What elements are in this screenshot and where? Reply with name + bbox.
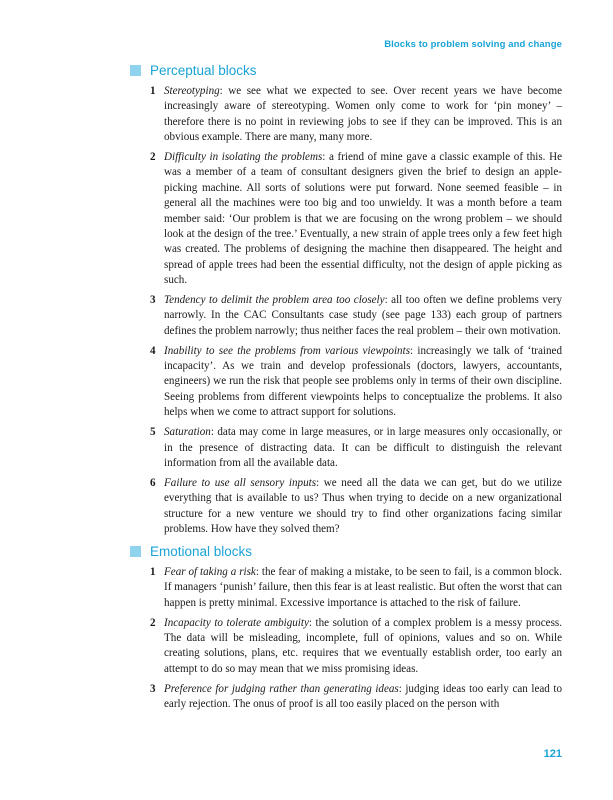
item-number: 2	[150, 616, 156, 629]
section-heading	[130, 543, 562, 561]
item-term: Incapacity to tolerate ambiguity	[164, 616, 309, 629]
item-text: : judging ideas too early can lead to early rejection. The onus of proof is all too easily placed on the person with	[164, 682, 562, 711]
item-term: Failure to use all sensory inputs	[164, 476, 317, 489]
item-number: 3	[150, 682, 156, 695]
list-item	[130, 293, 562, 339]
item-term: Difficulty in isolating the problems	[164, 151, 323, 164]
list-item	[130, 616, 562, 678]
item-term: Preference for judging rather than generating ideas	[164, 682, 399, 695]
page-number: 121	[543, 748, 562, 760]
running-head: Blocks to problem solving and change	[384, 39, 562, 50]
section-title: Emotional blocks	[150, 544, 253, 559]
item-text: : the fear of making a mistake, to be seen to fail, is a common block. If managers ‘punish’ failure, then this fear is at least realistic. But often the worst that can happen is pretty minimal. Excessive importance is attached to the risk of failure.	[164, 566, 562, 609]
square-bullet-icon	[130, 65, 141, 76]
numbered-list	[130, 84, 562, 537]
section-title: Perceptual blocks	[150, 63, 257, 78]
item-text: : we see what we expected to see. Over recent years we have become increasingly aware of stereotyping. Women only come to work for ‘pin money’ – therefore there is no point in reviewing jobs to see if they can be improved. This is an obvious example. There are many, many more.	[164, 85, 562, 144]
item-number: 1	[150, 85, 156, 97]
item-number: 6	[150, 476, 156, 489]
item-number: 1	[150, 566, 156, 578]
list-item	[130, 682, 562, 713]
item-term: Saturation	[164, 426, 211, 439]
item-text: : we need all the data we can get, but do we utilize everything that is available to us? Thus when trying to decide on a new organizational structure for a new venture we should try to find other organizations facing similar problems. How have they solved them?	[164, 476, 562, 535]
list-item	[130, 84, 562, 146]
list-item	[130, 425, 562, 471]
section-emotional-blocks	[130, 543, 562, 717]
square-bullet-icon	[130, 546, 141, 557]
list-item	[130, 476, 562, 538]
item-number: 5	[150, 426, 156, 439]
item-term: Inability to see the problems from various viewpoints	[164, 344, 411, 357]
item-text: : increasingly we talk of ‘trained incapacity’. As we train and develop professionals (doctors, lawyers, accountants, engineers) we run the risk that people see problems only in terms of their own discipline. Seeing problems from different viewpoints helps to conceptualize the problems. It also helps when we come to attract support for solutions.	[164, 344, 562, 419]
item-term: Tendency to delimit the problem area too closely	[164, 294, 385, 307]
item-number: 4	[150, 344, 156, 357]
section-perceptual-blocks	[130, 62, 562, 542]
item-text: : a friend of mine gave a classic example of this. He was a member of a team of consultant designers given the brief to design an apple-picking machine. All sorts of solutions were put forward. None seemed feasible – in general all the machines were too big and too unwieldy. It was a month before a team member said: ‘Our problem is that we are focusing on the wrong problem – we should look at the design of the tree.’ Eventually, a new strain of apple trees only a few feet high was created. The problems of designing the machine then disappeared. The height and spread of apple trees had been the essential difficulty, not the design of apple picking as such.	[164, 151, 563, 287]
item-term: Fear of taking a risk	[164, 566, 256, 578]
item-text: : the solution of a complex problem is a messy process. The data will be misleading, incomplete, full of opinions, values and so on. While creating solutions, plans, etc. requires that we eventually establish order, too early an attempt to do so may mean that we miss promising ideas.	[164, 616, 562, 675]
list-item	[130, 344, 562, 421]
item-number: 2	[150, 151, 156, 164]
item-number: 3	[150, 294, 156, 307]
list-item	[130, 565, 562, 611]
item-term: Stereotyping	[164, 85, 220, 97]
numbered-list	[130, 565, 562, 712]
item-text: : data may come in large measures, or in large measures only occasionally, or in the presence of distracting data. It can be difficult to distinguish the relevant information from all the available data.	[164, 426, 562, 469]
item-text: : all too often we define problems very narrowly. In the CAC Consultants case study (see page 133) each group of partners defines the problem narrowly; thus neither faces the real problem – their own motivation.	[164, 294, 562, 337]
list-item	[130, 150, 562, 289]
section-heading	[130, 62, 562, 80]
